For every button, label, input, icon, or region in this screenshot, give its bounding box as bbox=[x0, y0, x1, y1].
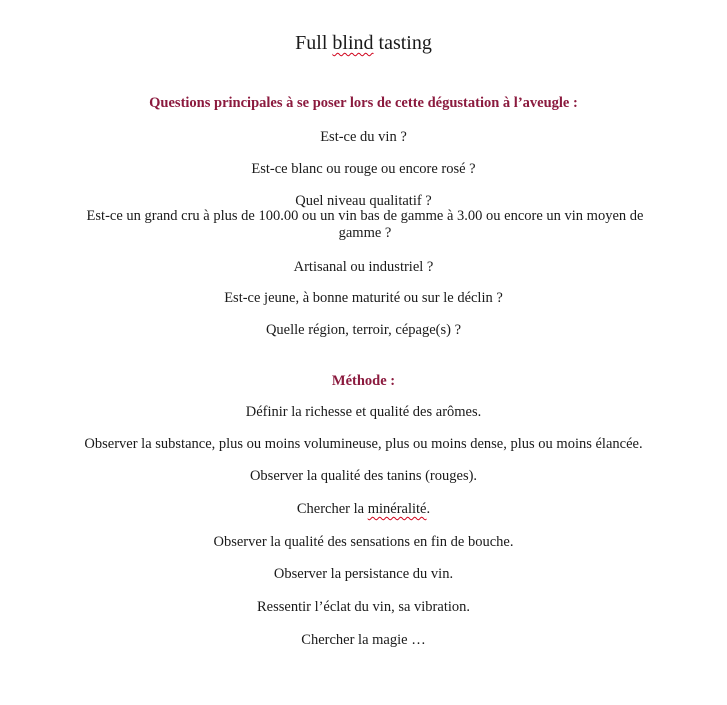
method-item-mineralite bbox=[0, 501, 727, 518]
method-item: Observer la qualité des tanins (rouges). bbox=[249, 468, 478, 484]
document-title bbox=[0, 31, 727, 55]
question-item: Est-ce du vin ? bbox=[320, 129, 407, 145]
title-suffix: tasting bbox=[373, 32, 432, 54]
question-item: Est-ce blanc ou rouge ou encore rosé ? bbox=[251, 161, 476, 177]
title-blind-misspelled: blind bbox=[332, 32, 374, 54]
mineral-suffix: . bbox=[426, 501, 431, 517]
method-item: Définir la richesse et qualité des arômes. bbox=[245, 404, 482, 420]
question-item: Quelle région, terroir, cépage(s) ? bbox=[265, 322, 462, 338]
method-heading: Méthode : bbox=[331, 373, 396, 389]
question-item: Artisanal ou industriel ? bbox=[293, 259, 434, 275]
method-item: Observer la qualité des sensations en fin de bouche. bbox=[213, 534, 514, 550]
method-item: Chercher la magie … bbox=[301, 632, 426, 648]
question-item-wrapped: Est-ce un grand cru à plus de 100.00 ou un vin bas de gamme à 3.00 ou encore un vin moyen de gamme ? bbox=[86, 208, 644, 241]
method-item: Ressentir l’éclat du vin, sa vibration. bbox=[256, 599, 471, 615]
method-item: Observer la persistance du vin. bbox=[273, 566, 454, 582]
question-item: Est-ce jeune, à bonne maturité ou sur le déclin ? bbox=[224, 290, 503, 306]
mineral-prefix: Chercher la bbox=[296, 501, 368, 517]
title-prefix: Full bbox=[295, 32, 333, 54]
method-item: Observer la substance, plus ou moins volumineuse, plus ou moins dense, plus ou moins élancée. bbox=[84, 436, 643, 452]
question-item: Quel niveau qualitatif ? bbox=[295, 193, 432, 209]
questions-heading: Questions principales à se poser lors de cette dégustation à l’aveugle : bbox=[149, 95, 578, 111]
mineral-word-misspelled: minéralité bbox=[367, 501, 427, 517]
